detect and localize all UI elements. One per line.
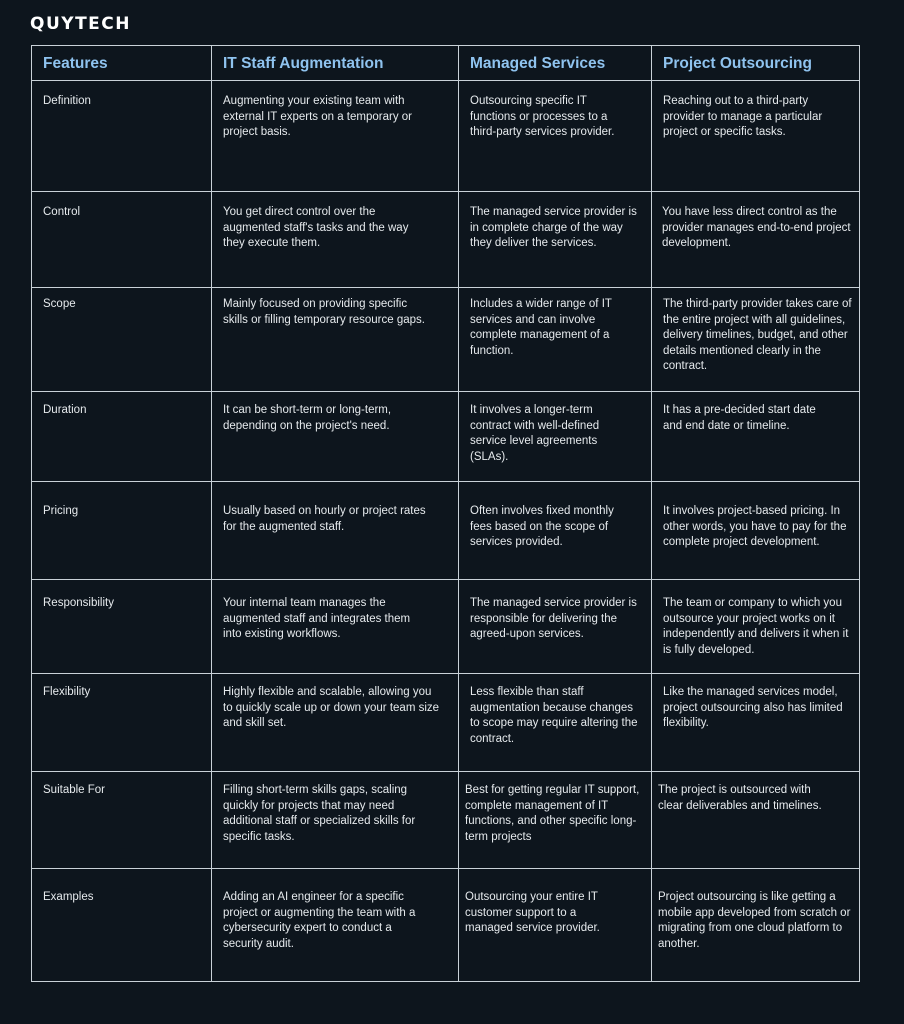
- table-header-row: [32, 46, 860, 81]
- managed-services-cell: The managed service provider is in complete charge of the way they deliver the services.: [459, 192, 652, 288]
- feature-cell: Scope: [32, 288, 212, 392]
- staff-augmentation-cell: Highly flexible and scalable, allowing you to quickly scale up or down your team size and skill set.: [212, 674, 459, 772]
- project-outsourcing-cell: You have less direct control as the provider manages end-to-end project development.: [652, 192, 860, 288]
- staff-augmentation-cell: Your internal team manages the augmented staff and integrates them into existing workflows.: [212, 580, 459, 674]
- staff-augmentation-cell: You get direct control over the augmented staff's tasks and the way they execute them.: [212, 192, 459, 288]
- managed-services-cell: Outsourcing your entire IT customer support to a managed service provider.: [459, 869, 652, 982]
- staff-augmentation-cell: Usually based on hourly or project rates for the augmented staff.: [212, 482, 459, 580]
- brand-logo: QUYTECH: [30, 14, 131, 34]
- staff-augmentation-cell: Adding an AI engineer for a specific project or augmenting the team with a cybersecurity expert to conduct a security audit.: [212, 869, 459, 982]
- project-outsourcing-cell: The team or company to which you outsource your project works on it independently and delivers it when it is fully developed.: [652, 580, 860, 674]
- table-row-responsibility: [32, 580, 860, 674]
- table-row-definition: [32, 81, 860, 192]
- feature-cell: Suitable For: [32, 772, 212, 869]
- managed-services-cell: Often involves fixed monthly fees based on the scope of services provided.: [459, 482, 652, 580]
- table-row-duration: [32, 392, 860, 482]
- feature-cell: Flexibility: [32, 674, 212, 772]
- table-row-control: [32, 192, 860, 288]
- table-row-pricing: [32, 482, 860, 580]
- feature-cell: Pricing: [32, 482, 212, 580]
- project-outsourcing-cell: The project is outsourced with clear deliverables and timelines.: [652, 772, 860, 869]
- table-row-suitable-for: [32, 772, 860, 869]
- staff-augmentation-cell: It can be short-term or long-term, depending on the project's need.: [212, 392, 459, 482]
- managed-services-cell: Includes a wider range of IT services and can involve complete management of a function.: [459, 288, 652, 392]
- table-row-flexibility: [32, 674, 860, 772]
- staff-augmentation-cell: Filling short-term skills gaps, scaling quickly for projects that may need additional staff or specialized skills for specific tasks.: [212, 772, 459, 869]
- comparison-table: [31, 45, 860, 982]
- header-managed-services: Managed Services: [459, 46, 652, 81]
- feature-cell: Examples: [32, 869, 212, 982]
- header-staff-augmentation: IT Staff Augmentation: [212, 46, 459, 81]
- managed-services-cell: It involves a longer-term contract with well-defined service level agreements (SLAs).: [459, 392, 652, 482]
- project-outsourcing-cell: Project outsourcing is like getting a mobile app developed from scratch or migrating from one cloud platform to another.: [652, 869, 860, 982]
- managed-services-cell: Less flexible than staff augmentation because changes to scope may require altering the contract.: [459, 674, 652, 772]
- header-features: Features: [32, 46, 212, 81]
- project-outsourcing-cell: It has a pre-decided start date and end date or timeline.: [652, 392, 860, 482]
- table-row-scope: [32, 288, 860, 392]
- managed-services-cell: The managed service provider is responsible for delivering the agreed-upon services.: [459, 580, 652, 674]
- feature-cell: Control: [32, 192, 212, 288]
- table-row-examples: [32, 869, 860, 982]
- project-outsourcing-cell: Reaching out to a third-party provider to manage a particular project or specific tasks.: [652, 81, 860, 192]
- staff-augmentation-cell: Mainly focused on providing specific skills or filling temporary resource gaps.: [212, 288, 459, 392]
- staff-augmentation-cell: Augmenting your existing team with external IT experts on a temporary or project basis.: [212, 81, 459, 192]
- header-project-outsourcing: Project Outsourcing: [652, 46, 860, 81]
- project-outsourcing-cell: The third-party provider takes care of the entire project with all guidelines, delivery timelines, budget, and other details mentioned clearly in the contract.: [652, 288, 860, 392]
- feature-cell: Responsibility: [32, 580, 212, 674]
- project-outsourcing-cell: Like the managed services model, project outsourcing also has limited flexibility.: [652, 674, 860, 772]
- managed-services-cell: Best for getting regular IT support, complete management of IT functions, and other specific long-term projects: [459, 772, 652, 869]
- feature-cell: Duration: [32, 392, 212, 482]
- feature-cell: Definition: [32, 81, 212, 192]
- project-outsourcing-cell: It involves project-based pricing. In other words, you have to pay for the complete project development.: [652, 482, 860, 580]
- managed-services-cell: Outsourcing specific IT functions or processes to a third-party services provider.: [459, 81, 652, 192]
